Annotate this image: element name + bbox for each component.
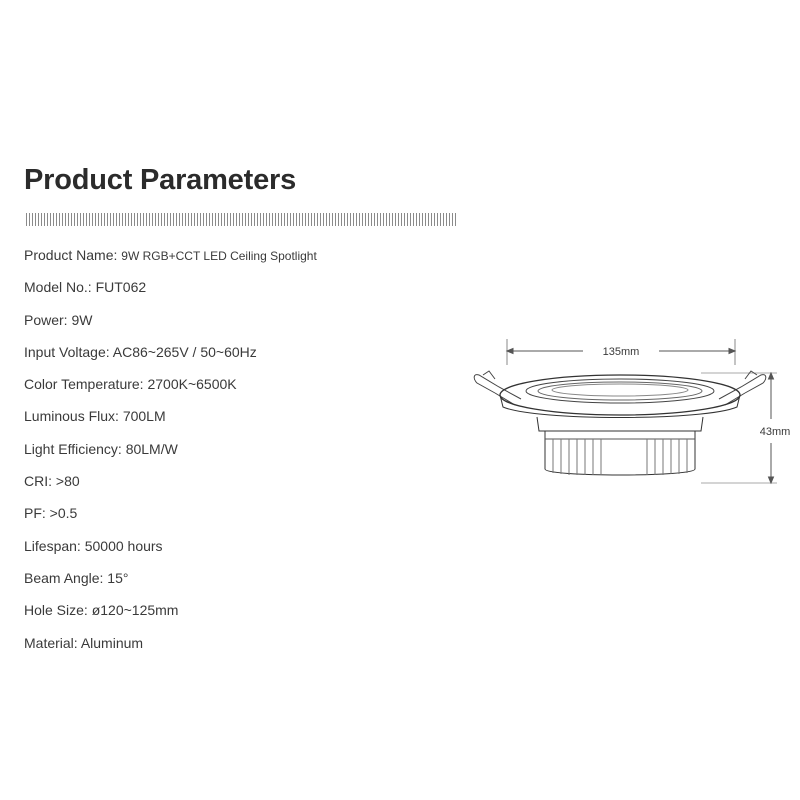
parameter-row <box>24 373 464 405</box>
parameter-label: Color Temperature: <box>24 376 144 393</box>
parameter-value: >0.5 <box>49 505 78 522</box>
parameter-label: PF: <box>24 505 46 522</box>
parameter-value: 2700K~6500K <box>147 376 237 393</box>
parameter-label: Material: <box>24 634 78 651</box>
parameter-row <box>24 470 464 502</box>
parameter-label: CRI: <box>24 473 52 490</box>
parameter-label: Input Voltage: <box>24 343 110 360</box>
spotlight-dimension-diagram <box>465 335 800 505</box>
parameter-label: Beam Angle: <box>24 569 104 586</box>
parameter-row <box>24 244 464 276</box>
parameter-value: 700LM <box>122 408 166 425</box>
height-dimension-label: 43mm <box>759 426 791 438</box>
parameter-row <box>24 535 464 567</box>
parameter-row <box>24 276 464 308</box>
parameter-value: 9W RGB+CCT LED Ceiling Spotlight <box>121 249 317 263</box>
parameter-label: Hole Size: <box>24 602 88 619</box>
page-title: Product Parameters <box>24 164 297 196</box>
parameter-row <box>24 567 464 599</box>
parameter-row <box>24 599 464 631</box>
parameter-value: Aluminum <box>80 634 144 651</box>
parameter-label: Luminous Flux: <box>24 408 119 425</box>
parameter-row <box>24 309 464 341</box>
parameter-label: Model No.: <box>24 279 92 296</box>
parameter-label: Lifespan: <box>24 537 81 554</box>
parameter-row <box>24 341 464 373</box>
parameter-label: Power: <box>24 311 68 328</box>
parameter-label: Product Name: <box>24 247 118 263</box>
parameter-value: 15° <box>107 569 129 586</box>
parameter-row <box>24 405 464 437</box>
parameter-label: Light Efficiency: <box>24 440 122 457</box>
parameter-row <box>24 502 464 534</box>
parameter-value: >80 <box>55 473 80 490</box>
parameter-value: ø120~125mm <box>91 602 179 619</box>
parameter-row <box>24 438 464 470</box>
parameter-value: 50000 hours <box>84 537 163 554</box>
width-dimension-label: 135mm <box>602 346 640 358</box>
parameter-value: 80LM/W <box>125 440 178 457</box>
decorative-divider <box>26 213 458 226</box>
parameter-list <box>24 244 464 664</box>
parameter-value: 9W <box>71 311 93 328</box>
parameter-row <box>24 632 464 664</box>
parameter-value: FUT062 <box>95 279 147 296</box>
parameter-value: AC86~265V / 50~60Hz <box>112 343 257 360</box>
